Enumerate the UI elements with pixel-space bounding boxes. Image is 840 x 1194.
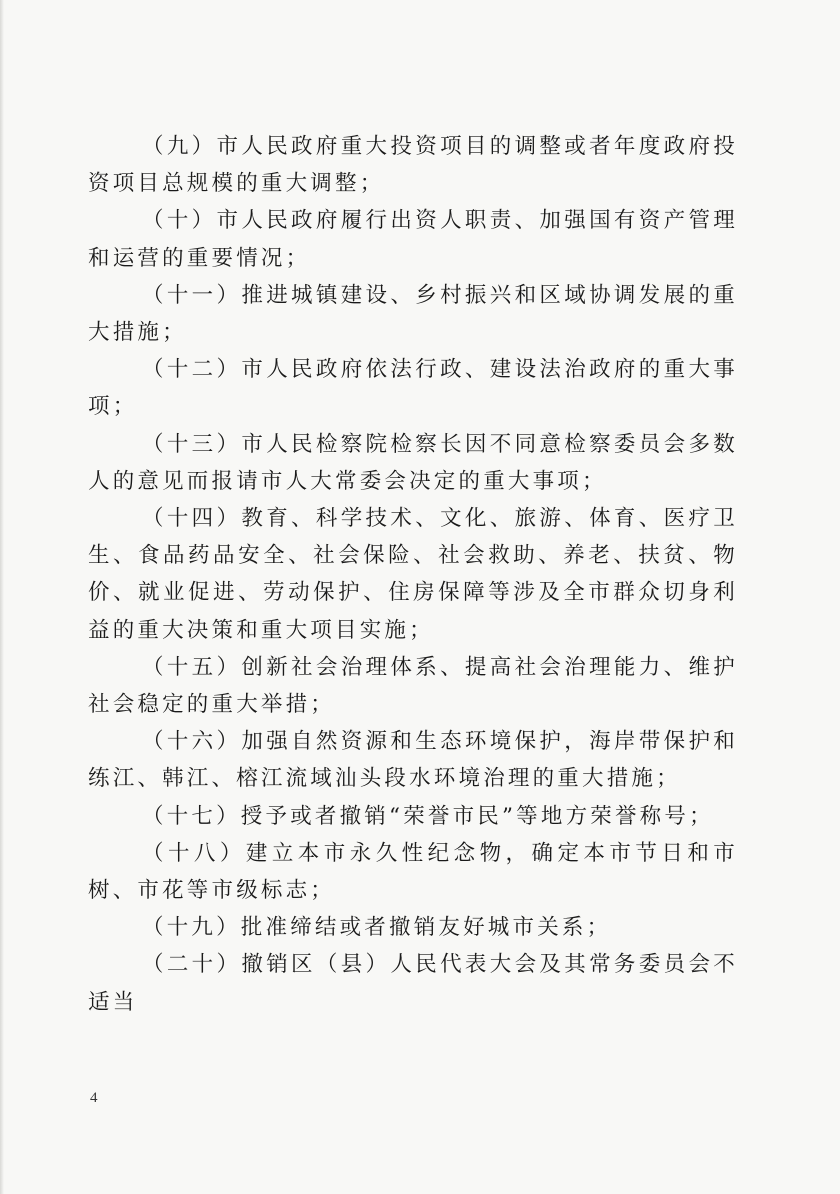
paragraph-item-14: （十四）教育、科学技术、文化、旅游、体育、医疗卫生、食品药品安全、社会保险、社会救助、养老、扶贫、物价、就业促进、劳动保护、住房保障等涉及全市群众切身利益的重大决策和重大项目实施；	[88, 506, 738, 643]
paragraph-item-16: （十六）加强自然资源和生态环境保护，海岸带保护和练江、韩江、榕江流域汕头段水环境治理的重大措施；	[88, 729, 738, 792]
paragraph-item-19: （十九）批准缔结或者撤销友好城市关系；	[142, 915, 612, 941]
paragraph-item-15: （十五）创新社会治理体系、提高社会治理能力、维护社会稳定的重大举措；	[88, 654, 738, 718]
paragraph-item-18: （十八）建立本市永久性纪念物，确定本市节日和市树、市花等市级标志；	[88, 840, 738, 904]
paragraph-item-11: （十一）推进城镇建设、乡村振兴和区域协调发展的重大措施；	[88, 282, 738, 346]
paragraph-item-10: （十）市人民政府履行出资人职责、加强国有资产管理和运营的重要情况；	[88, 208, 738, 271]
paragraph-item-12: （十二）市人民政府依法行政、建设法治政府的重大事项；	[88, 357, 738, 420]
paragraph-item-17: （十七）授予或者撤销“荣誉市民”等地方荣誉称号；	[142, 803, 714, 829]
paragraph-item-20: （二十）撤销区（县）人民代表大会及其常务委员会不适当	[88, 952, 738, 1015]
paragraph-item-13: （十三）市人民检察院检察长因不同意检察委员会多数人的意见而报请市人大常委会决定的重大事项；	[88, 431, 738, 494]
paragraph-item-9: （九）市人民政府重大投资项目的调整或者年度政府投资项目总规模的重大调整；	[88, 134, 738, 197]
page-number: 4	[90, 1090, 98, 1106]
document-body	[88, 128, 738, 1021]
scan-edge-shadow	[0, 0, 4, 1194]
